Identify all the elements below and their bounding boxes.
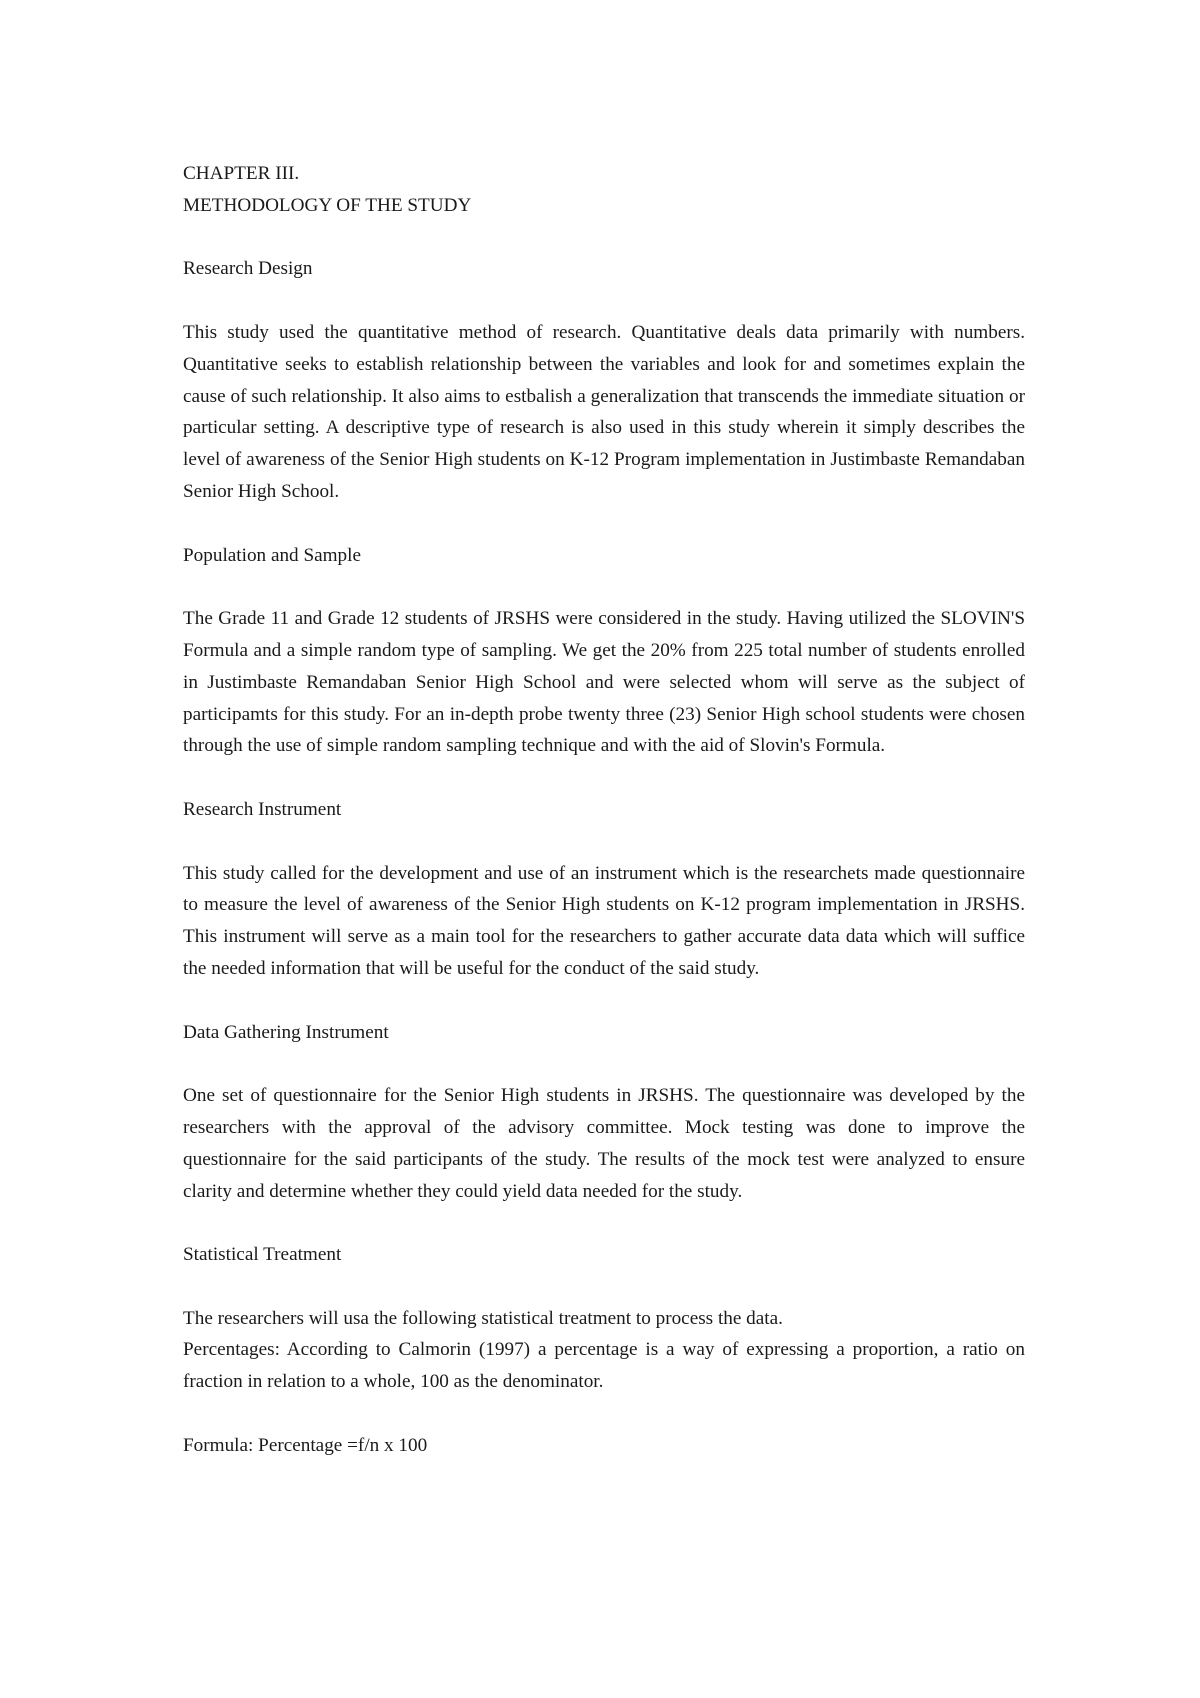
paragraph-research-instrument: This study called for the development and use of an instrument which is the researchets made questionnaire to measure the level of awareness of the Senior High students on K-12 program implementation in JRSHS. This instrument will serve as a main tool for the researchers to gather accurate data data which will suffice the needed information that will be useful for the conduct of the said study. [183,862,1025,979]
spacer [183,285,1025,317]
spacer [183,1048,1025,1080]
paragraph-data-gathering-instrument: One set of questionnaire for the Senior High students in JRSHS. The questionnaire was developed by the researchers with the approval of the advisory committee. Mock testing was done to improve the questionnaire for the said participants of the study. The results of the mock test were analyzed to ensure clarity and determine whether they could yield data needed for the study. [183,1085,1025,1202]
spacer [183,508,1025,540]
section-heading-statistical-treatment: Statistical Treatment [183,1244,342,1266]
spacer [183,1398,1025,1430]
section-heading-research-design: Research Design [183,258,313,280]
section-heading-population-and-sample: Population and Sample [183,544,361,566]
document-body [183,158,1025,1462]
chapter-title: METHODOLOGY OF THE STUDY [183,194,472,216]
spacer [183,571,1025,603]
chapter-number: CHAPTER III. [183,163,300,184]
paragraph-percentages-definition: Percentages: According to Calmorin (1997) a percentage is a way of expressing a proportion, a ratio on fraction in relation to a whole, 100 as the denominator. [183,1339,1025,1393]
paragraph-statistical-treatment-intro: The researchers will usa the following statistical treatment to process the data. [183,1307,783,1329]
spacer [183,762,1025,794]
percentage-formula: Formula: Percentage =f/n x 100 [183,1434,428,1456]
spacer [183,222,1025,254]
spacer [183,826,1025,858]
spacer [183,1207,1025,1239]
paragraph-population-and-sample: The Grade 11 and Grade 12 students of JRSHS were considered in the study. Having utilized the SLOVIN'S Formula and a simple random type of sampling. We get the 20% from 225 total number of students enrolled in Justimbaste Remandaban Senior High School and were selected whom will serve as the subject of participamts for this study. For an in-depth probe twenty three (23) Senior High school students were chosen through the use of simple random sampling technique and with the aid of Slovin's Formula. [183,608,1025,757]
spacer [183,985,1025,1017]
section-heading-data-gathering-instrument: Data Gathering Instrument [183,1021,389,1043]
paragraph-research-design: This study used the quantitative method of research. Quantitative deals data primarily with numbers. Quantitative seeks to establish relationship between the variables and look for and sometimes explain the cause of such relationship. It also aims to estbalish a generalization that transcends the immediate situation or particular setting. A descriptive type of research is also used in this study wherein it simply describes the level of awareness of the Senior High students on K-12 Program implementation in Justimbaste Remandaban Senior High School. [183,321,1025,502]
spacer [183,1271,1025,1303]
section-heading-research-instrument: Research Instrument [183,798,342,820]
